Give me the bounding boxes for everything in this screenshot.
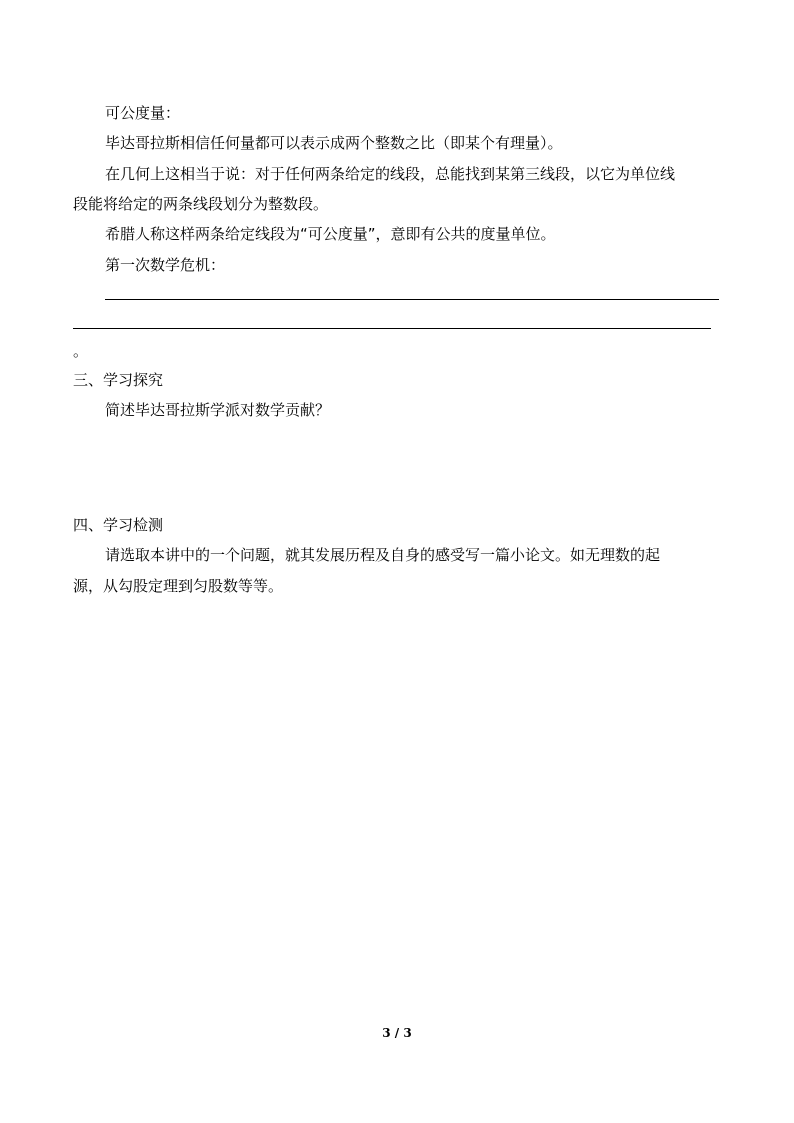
paragraph-geometry-line2: 段能将给定的两条线段划分为整数段。 [73, 195, 329, 213]
task-essay-line2: 源，从勾股定理到匀股数等等。 [73, 577, 284, 595]
section-four-title: 四、学习检测 [73, 516, 164, 534]
blank-end-period: 。 [73, 342, 89, 360]
answer-blank-line-2[interactable] [73, 328, 711, 329]
page-number: 3 / 3 [382, 1026, 412, 1040]
paragraph-geometry-line1: 在几何上这相当于说：对于任何两条给定的线段，总能找到某第三线段，以它为单位线 [105, 165, 676, 183]
paragraph-greek-definition: 希腊人称这样两条给定线段为“可公度量”，意即有公共的度量单位。 [105, 225, 556, 243]
question-pythagorean-contribution: 简述毕达哥拉斯学派对数学贡献？ [105, 401, 331, 419]
paragraph-rational-ratio: 毕达哥拉斯相信任何量都可以表示成两个整数之比（即某个有理量）。 [105, 134, 563, 152]
task-essay-line1: 请选取本讲中的一个问题，就其发展历程及自身的感受写一篇小论文。如无理数的起 [105, 546, 661, 564]
label-first-crisis: 第一次数学危机： [105, 256, 226, 274]
answer-blank-line-1[interactable] [105, 299, 719, 300]
section-three-title: 三、学习探究 [73, 371, 164, 389]
heading-commensurable: 可公度量： [105, 104, 181, 122]
